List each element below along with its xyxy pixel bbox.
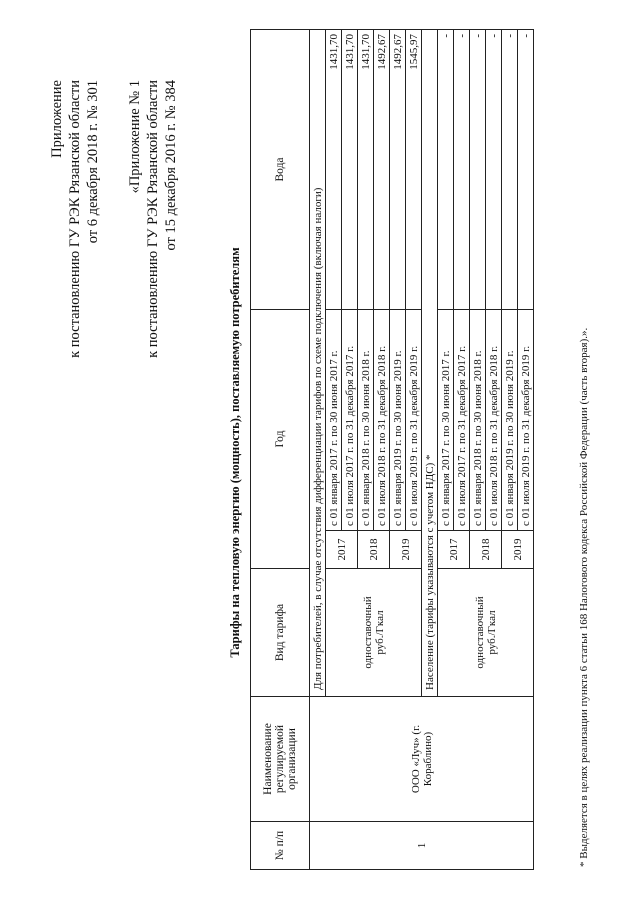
footnote: * Выделяется в целях реализации пункта 6 статьи 168 Налогового кодекса Российской Федерации (часть вторая).». [578,327,590,867]
period-cell: с 01 июля 2019 г. по 31 декабря 2019 г. [518,309,534,530]
col-header-num: № п/п [251,822,310,870]
period-cell: с 01 января 2017 г. по 30 июня 2017 г. [326,309,342,530]
period-cell: с 01 июля 2017 г. по 31 декабря 2017 г. [454,309,470,530]
col-header-org: Наименование регулируемой организации [251,697,310,822]
appendix-label: Приложение [49,80,65,158]
water-value: - [438,29,454,309]
period-cell: с 01 января 2019 г. по 30 июня 2019 г. [502,309,518,530]
table-header-row [251,29,310,869]
period-cell: с 01 января 2017 г. по 30 июня 2017 г. [438,309,454,530]
water-value: 1492,67 [374,29,390,309]
tariff-type-unit: руб./Гкал [373,610,386,655]
water-value: 1431,70 [326,29,342,309]
water-value: 1492,67 [390,29,406,309]
year-cell: 2019 [502,531,534,569]
section-header-population: Население (тарифы указываются с учетом НДС) * [422,29,438,696]
appendix-date: от 6 декабря 2018 г. № 301 [85,80,101,244]
period-cell: с 01 января 2019 г. по 30 июня 2019 г. [390,309,406,530]
col-header-tariff: Вид тарифа [251,569,310,697]
tariff-table [250,29,534,870]
year-cell: 2017 [438,531,470,569]
appendix-label: «Приложение № 1 [127,80,143,194]
org-name: ООО «Луч» (г. Кораблино) [310,697,534,822]
period-cell: с 01 июля 2018 г. по 31 декабря 2018 г. [486,309,502,530]
tariff-type [326,569,422,697]
tariff-type [438,569,534,697]
tariff-type-name: одноставочный [361,596,374,669]
appendix-date: от 15 декабря 2016 г. № 384 [163,80,179,251]
col-header-year: Год [251,309,310,568]
period-cell: с 01 июля 2018 г. по 31 декабря 2018 г. [374,309,390,530]
tariff-type-name: одноставочный [473,596,486,669]
row-number: 1 [310,822,534,870]
water-value: - [518,29,534,309]
tariff-type-unit: руб./Гкал [485,610,498,655]
year-cell: 2019 [390,531,422,569]
table-row [310,29,326,869]
water-value: - [454,29,470,309]
year-cell: 2017 [326,531,358,569]
period-cell: с 01 января 2018 г. по 30 июня 2018 г. [358,309,374,530]
period-cell: с 01 июля 2019 г. по 31 декабря 2019 г. [406,309,422,530]
water-value: - [470,29,486,309]
section-header-consumers: Для потребителей, в случае отсутствия дифференциации тарифов по схеме подключения (включая налоги) [310,29,326,696]
document-title: Тарифы на тепловую энергию (мощность), поставляемую потребителям [228,247,242,658]
water-value: 1431,70 [358,29,374,309]
appendix-header-current [48,80,102,358]
water-value: - [486,29,502,309]
water-value: 1431,70 [342,29,358,309]
period-cell: с 01 января 2018 г. по 30 июня 2018 г. [470,309,486,530]
year-cell: 2018 [470,531,502,569]
year-cell: 2018 [358,531,390,569]
period-cell: с 01 июля 2017 г. по 31 декабря 2017 г. [342,309,358,530]
water-value: - [502,29,518,309]
col-header-water: Вода [251,29,310,309]
appendix-ref: к постановлению ГУ РЭК Рязанской области [145,80,161,358]
appendix-ref: к постановлению ГУ РЭК Рязанской области [67,80,83,358]
appendix-header-original [126,80,180,358]
water-value: 1545,97 [406,29,422,309]
